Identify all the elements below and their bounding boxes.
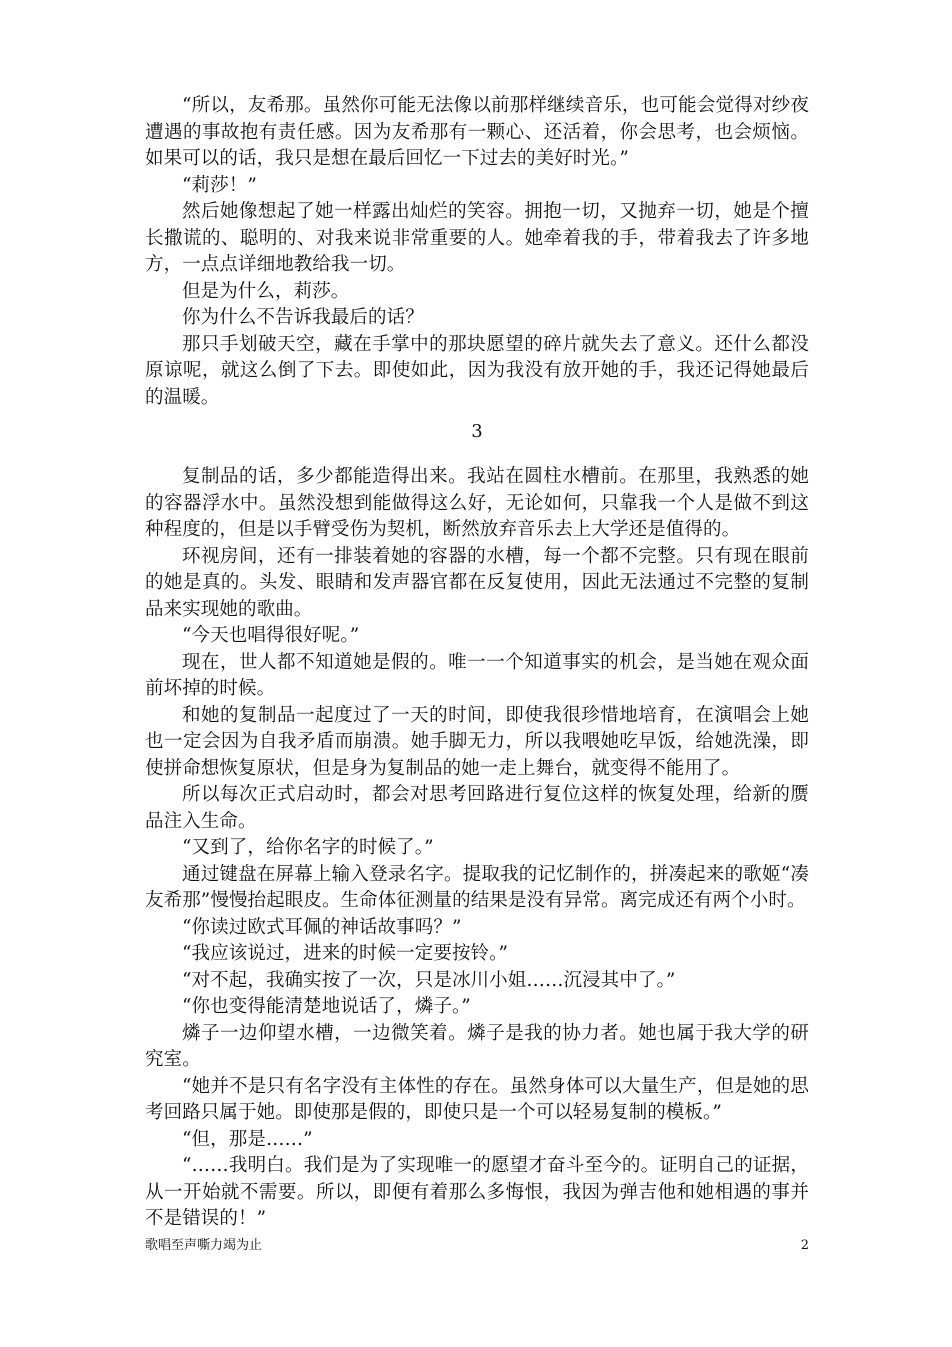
page-number: 2 <box>800 1238 809 1253</box>
paragraph: “莉莎！” <box>182 174 257 196</box>
paragraph: 但是为什么，莉莎。 <box>182 280 350 302</box>
paragraph: “我应该说过，进来的时候一定要按铃。” <box>182 943 509 964</box>
section-two-body <box>145 464 809 1233</box>
paragraph: “她并不是只有名字没有主体性的存在。虽然身体可以大量生产，但是她的思考回路只属于她。即使那是假的，即使只是一个可以轻易复制的模板。” <box>145 1075 809 1123</box>
paragraph: 燐子一边仰望水槽，一边微笑着。燐子是我的协力者。她也属于我大学的研究室。 <box>145 1022 809 1070</box>
paragraph: “……我明白。我们是为了实现唯一的愿望才奋斗至今的。证明自己的证据，从一开始就不需要。所以，即便有着那么多悔恨，我因为弹吉他和她相遇的事并不是错误的！” <box>145 1155 809 1229</box>
page-footer <box>145 1235 809 1257</box>
section-one-body <box>145 93 809 411</box>
paragraph: “又到了，给你名字的时候了。” <box>182 837 434 858</box>
paragraph: 所以每次正式启动时，都会对思考回路进行复位这样的恢复处理，给新的赝品注入生命。 <box>145 784 809 832</box>
paragraph: 通过键盘在屏幕上输入登录名字。提取我的记忆制作的，拼凑起来的歌姬“凑友希那”慢慢抬起眼皮。生命体征测量的结果是没有异常。离完成还有两个小时。 <box>145 863 809 911</box>
paragraph: “今天也唱得很好呢。” <box>182 625 360 646</box>
paragraph: “所以，友希那。虽然你可能无法像以前那样继续音乐，也可能会觉得对纱夜遭遇的事故抱有责任感。因为友希那有一颗心、还活着，你会思考，也会烦恼。如果可以的话，我只是想在最后回忆一下过去的美好时光。” <box>145 95 809 169</box>
paragraph: 复制品的话，多少都能造得出来。我站在圆柱水槽前。在那里，我熟悉的她的容器浮水中。虽然没想到能做得这么好，无论如何，只靠我一个人是做不到这种程度的，但是以手臂受伤为契机，断然放弃音乐去上大学还是值得的。 <box>145 466 809 540</box>
footer-title: 歌唱至声嘶力竭为止 <box>145 1238 263 1253</box>
paragraph: 现在，世人都不知道她是假的。唯一一个知道事实的机会，是当她在观众面前坏掉的时候。 <box>145 651 809 699</box>
section-number: 3 <box>471 421 483 442</box>
paragraph: 和她的复制品一起度过了一天的时间，即使我很珍惜地培育，在演唱会上她也一定会因为自我矛盾而崩溃。她手脚无力，所以我喂她吃早饭，给她洗澡，即使拼命想恢复原状，但是身为复制品的她一走上舞台，就变得不能用了。 <box>145 704 809 779</box>
paragraph: 你为什么不告诉我最后的话？ <box>182 307 424 328</box>
paragraph: 那只手划破天空，藏在手掌中的那块愿望的碎片就失去了意义。还什么都没原谅呢，就这么倒了下去。即使如此，因为我没有放开她的手，我还记得她最后的温暖。 <box>145 333 809 408</box>
paragraph: “但，那是……” <box>182 1128 313 1150</box>
paragraph: 环视房间，还有一排装着她的容器的水槽，每一个都不完整。只有现在眼前的她是真的。头发、眼睛和发声器官都在反复使用，因此无法通过不完整的复制品来实现她的歌曲。 <box>145 545 809 620</box>
paragraph: “你读过欧式耳佩的神话故事吗？” <box>182 916 462 938</box>
paragraph: 然后她像想起了她一样露出灿烂的笑容。拥抱一切，又抛弃一切，她是个擅长撒谎的、聪明的、对我来说非常重要的人。她牵着我的手，带着我去了许多地方，一点点详细地教给我一切。 <box>145 201 809 275</box>
paragraph: “对不起，我确实按了一次，只是冰川小姐……沉浸其中了。” <box>182 969 676 991</box>
paragraph: “你也变得能清楚地说话了，燐子。” <box>182 996 471 1017</box>
